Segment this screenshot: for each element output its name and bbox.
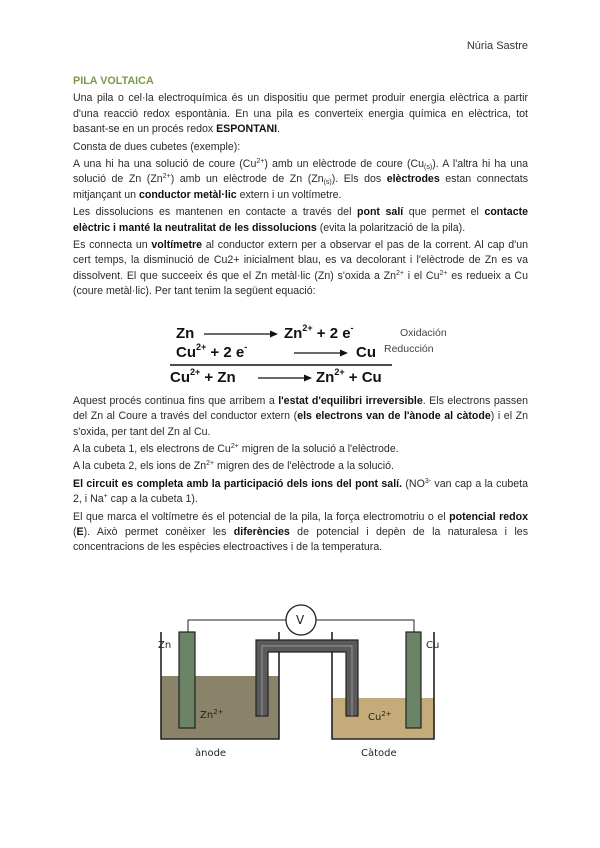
galvanic-cell-diagram [150, 594, 450, 769]
arrow-global-head [304, 375, 312, 382]
paragraph-salt-bridge: Les dissolucions es mantenen en contacte a través del pont salí que permet el contacte elèctric i manté la neutralitat de les dissolucions (evita la polarització de la pila). [73, 206, 529, 234]
paragraph-voltmeter: Es connecta un voltímetre al conductor extern per a observar el pas de la corrent. Al cap d'un cert temps, la disminució de Cu2+ inicialment blau, es va decolorant i l'elèctrode de Zn es va dissolvent. El que succeeix és que el Zn metàl·lic (Zn) s'oxida a $Zn^{2+}$ i el $Cu^{2+}$ es redueix a Cu (coure metàl·lic). Per tant tenim la següent equació: [73, 239, 528, 298]
eq-line3-left: $Cu^{2+} + Zn$ [170, 367, 236, 386]
paragraph-cubetes: Consta de dues cubetes (exemple): [73, 140, 241, 153]
document-body [73, 74, 528, 558]
eq-reduction-label: Reducción [384, 343, 434, 355]
copper-electrode [406, 632, 421, 728]
paragraph-equilibrium: Aquest procés continua fins que arribem a l'estat d'equilibri irreversible. Els electrons passen del Zn al Coure a través del conductor extern (els electrons van de l'ànode al càtode) i el Zn s'oxida, per tant del Zn al Cu. [73, 394, 528, 438]
eq-line2-right: Cu [356, 344, 376, 361]
eq-line1-left: Zn [176, 325, 195, 342]
paragraph-cubeta-1: A la cubeta 1, els electrons de $Cu^{2+}$ migren de la solució a l'elèctrode. [73, 442, 399, 455]
cathode-caption: Càtode [361, 748, 397, 759]
eq-line3-right: $Zn^{2+} + Cu$ [316, 367, 382, 386]
paragraph-solutions: A una hi ha una solució de coure $(Cu^{2+})$ amb un elèctrode de coure $(Cu_{(s)})$. A l'altra hi ha una solució de Zn $(Zn^{2+})$ amb un elèctrode de Zn $(Zn_{(s)})$. Els dos elèctrodes estan connectats mitjançant un conductor metàl·lic extern i un voltímetre. [73, 158, 528, 201]
section-title: PILA VOLTAICA [73, 75, 154, 87]
redox-equation [170, 322, 460, 392]
author-name: Núria Sastre [466, 40, 528, 52]
paragraph-circuit: El circuit es completa amb la participació dels ions del pont salí. ($NO^{3-}$ van cap a la cubeta 2, i Na+ cap a la cubeta 1). [73, 477, 528, 506]
eq-line2-left: $Cu^{2+} + 2$ e- [176, 342, 248, 361]
wire-left [188, 620, 288, 632]
right-electrode-label: Cu [426, 640, 440, 651]
eq-line1-right: $Zn^{2+} + 2$ e- [284, 323, 354, 342]
paragraph-intro: Una pila o cel·la electroquímica és un dispositiu que permet produir energia elèctrica a partir d'una reacció redox espontània. En una pila es converteix energia química en elèctrica, tot basant-se en un procés redox ESPONTANI. [73, 92, 528, 136]
paragraph-potential: El que marca el voltímetre és el potencial de la pila, la força electromotriu o el potencial redox (E). Això permet conèixer les diferències de potencial i depèn de la naturalesa i les concentracions de les espècies electroactives i de la temperatura. [73, 510, 528, 554]
voltmeter-label: V [296, 613, 305, 627]
paragraph-cubeta-2: A la cubeta 2, els ions de $Zn^{2+}$ migren des de l'elèctrode a la solució. [73, 460, 394, 473]
arrow-reduction-head [340, 350, 348, 357]
right-ion-label: $Cu^{2+}$ [368, 710, 392, 723]
zinc-electrode [179, 632, 195, 728]
anode-caption: ànode [195, 748, 227, 759]
left-electrode-label: Zn [158, 640, 172, 651]
arrow-oxidation-head [270, 331, 278, 338]
eq-oxidation-label: Oxidación [400, 327, 447, 339]
left-ion-label: $Zn^{2+}$ [200, 708, 224, 721]
wire-right [314, 620, 414, 632]
